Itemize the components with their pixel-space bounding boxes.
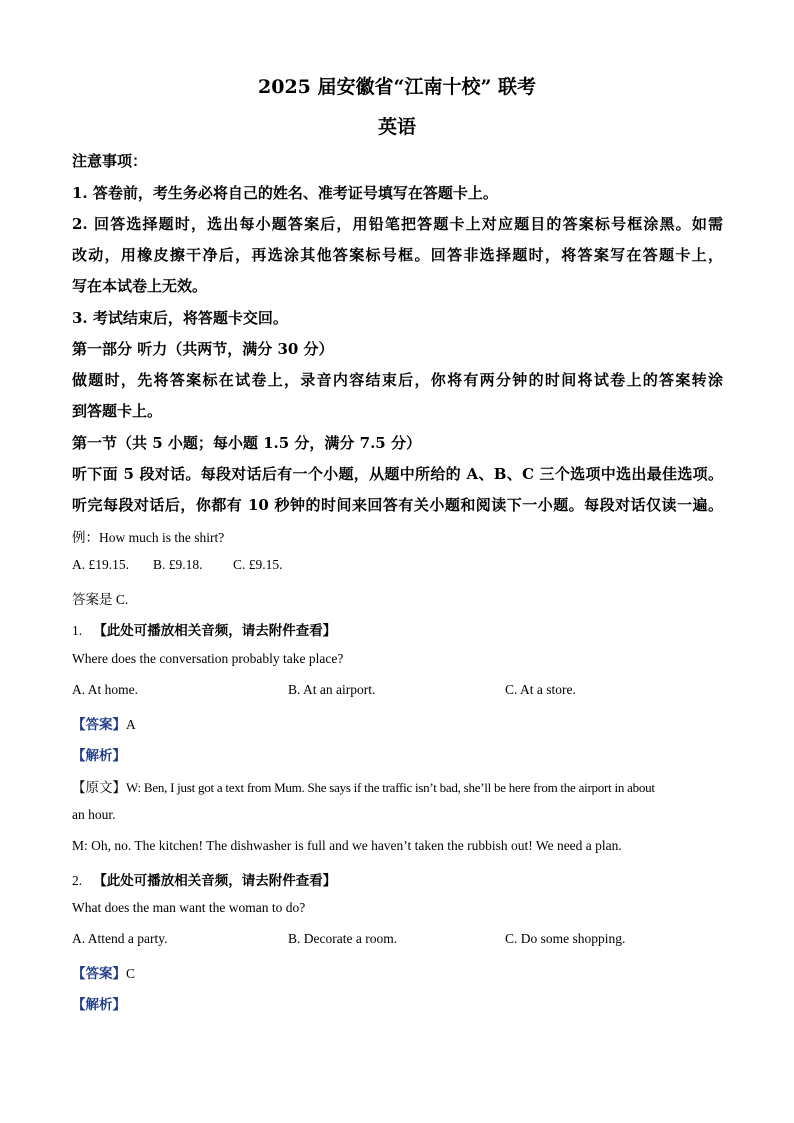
exam-title: 2025 届安徽省“江南十校” 联考 [258, 76, 536, 98]
example-option-c: C. £9.15. [233, 557, 283, 572]
notice-item-2-line-2: 改动，用橡皮擦干净后，再选涂其他答案标号框。回答非选择题时，将答案写在答题卡上， [72, 246, 723, 264]
part1-heading: 第一部分 听力（共两节，满分 30 分） [72, 340, 334, 358]
q2-question: What does the man want the woman to do? [72, 900, 306, 915]
q1-analysis-tag: 【解析】 [72, 748, 126, 764]
notice-item-2-line-1: 2. 回答选择题时，选出每小题答案后，用铅笔把答题卡上对应题目的答案标号框涂黑。如需 [72, 215, 723, 233]
example-option-a: A. £19.15. [72, 557, 129, 572]
q1-original-line-3: M: Oh, no. The kitchen! The dishwasher is full and we haven’t taken the rubbish out! We need a plan. [72, 838, 622, 853]
q1-option-b: B. At an airport. [288, 682, 376, 697]
section1-instruction-line-1: 听下面 5 段对话。每段对话后有一个小题，从题中所给的 A、B、C 三个选项中选出最佳选项。 [72, 465, 723, 483]
notice-item-3: 3. 考试结束后，将答题卡交回。 [72, 309, 288, 327]
notice-heading: 注意事项： [72, 152, 148, 170]
q2-option-b: B. Decorate a room. [288, 931, 398, 946]
q1-audio-note: 【此处可播放相关音频，请去附件查看】 [93, 623, 337, 639]
q1-answer: A [126, 717, 136, 732]
q1-original-line-2: an hour. [72, 807, 116, 822]
q2-header [72, 869, 336, 889]
part1-instruction-line-2: 到答题卡上。 [72, 402, 163, 420]
q1-answer-tag: 【答案】 [72, 717, 126, 733]
q2-answer-tag: 【答案】 [72, 966, 126, 982]
part1-instruction-line-1: 做题时，先将答案标在试卷上，录音内容结束后，你将有两分钟的时间将试卷上的答案转涂 [72, 371, 723, 389]
q1-answer-line [72, 713, 136, 733]
example-answer: 答案是 C. [72, 592, 129, 607]
q1-header [72, 619, 336, 639]
q2-answer: C [126, 966, 136, 981]
subject-title: 英语 [377, 116, 416, 138]
example-option-b: B. £9.18. [153, 557, 203, 572]
q1-option-a: A. At home. [72, 682, 138, 697]
section1-instruction-line-2: 听完每段对话后，你都有 10 秒钟的时间来回答有关小题和阅读下一小题。每段对话仅读一遍。 [72, 496, 723, 514]
example-question: 例：How much is the shirt? [72, 530, 225, 545]
q2-analysis-tag: 【解析】 [72, 997, 126, 1013]
q1-original-text-1: W: Ben, I just got a text from Mum. She says if the traffic isn’t bad, she’ll be here from the airport in about [126, 780, 655, 795]
q2-number: 2. [72, 873, 83, 888]
notice-item-1: 1. 答卷前，考生务必将自己的姓名、准考证号填写在答题卡上。 [72, 184, 498, 202]
q2-answer-line [72, 962, 135, 982]
notice-item-2-line-3: 写在本试卷上无效。 [72, 277, 208, 295]
q1-original-line-1 [72, 776, 723, 796]
q1-number: 1. [72, 623, 83, 638]
q1-option-c: C. At a store. [505, 682, 576, 697]
q1-original-tag: 【原文】 [72, 780, 126, 796]
q2-option-c: C. Do some shopping. [505, 931, 626, 946]
section1-heading: 第一节（共 5 小题；每小题 1.5 分，满分 7.5 分） [72, 434, 421, 452]
q2-option-a: A. Attend a party. [72, 931, 168, 946]
q2-audio-note: 【此处可播放相关音频，请去附件查看】 [93, 873, 337, 889]
q1-question: Where does the conversation probably take place? [72, 651, 344, 666]
